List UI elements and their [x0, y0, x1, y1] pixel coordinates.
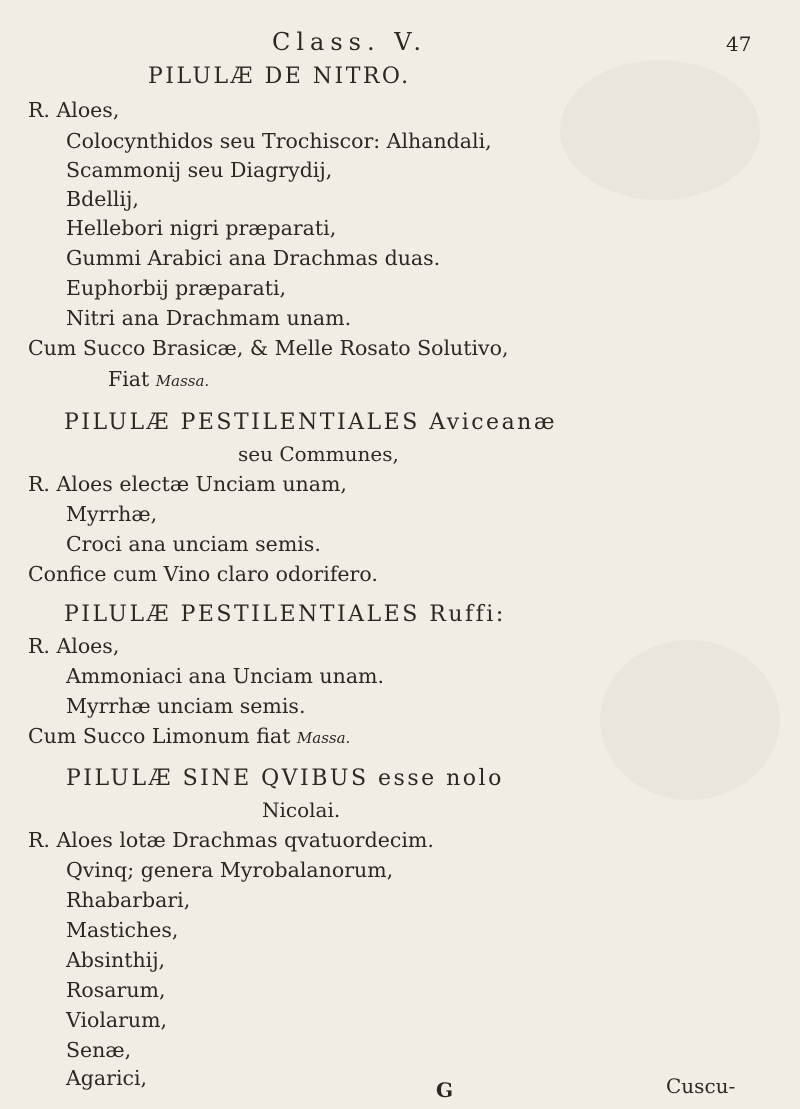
recipe-line: R. Aloes lotæ Drachmas qvatuordecim.: [28, 828, 434, 852]
recipe-line: Confice cum Vino claro odorifero.: [28, 562, 378, 586]
section-title-pestilentiales-aviceanae: PILULÆ PESTILENTIALES Aviceanæ: [64, 410, 558, 435]
recipe-line: Mastiches,: [66, 918, 179, 942]
recipe-line: Nitri ana Drachmam unam.: [66, 306, 352, 330]
recipe-line: Qvinq; genera Myrobalanorum,: [66, 858, 394, 882]
recipe-line: Myrrhæ,: [66, 502, 158, 526]
recipe-line: Myrrhæ unciam semis.: [66, 694, 306, 718]
recipe-line: Croci ana unciam semis.: [66, 532, 321, 556]
recipe-line: Cum Succo Limonum fiat: [28, 724, 291, 748]
recipe-line: Gummi Arabici ana Drachmas duas.: [66, 246, 441, 270]
massa-word: Massa.: [155, 372, 210, 390]
recipe-line: Bdellij,: [66, 187, 139, 211]
recipe-line: Hellebori nigri præparati,: [66, 216, 337, 240]
fiat-line: [108, 369, 209, 390]
catchword: Cuscu-: [666, 1074, 736, 1098]
recipe-line: Senæ,: [66, 1038, 132, 1062]
signature-mark: G: [436, 1078, 454, 1102]
paper-stain: [560, 60, 760, 200]
recipe-line: Colocynthidos seu Trochiscor: Alhandali,: [66, 129, 492, 153]
recipe-line: R. Aloes,: [28, 634, 120, 658]
recipe-line: Euphorbij præparati,: [66, 276, 287, 300]
massa-word: Massa.: [296, 729, 351, 747]
recipe-line: Scammonij seu Diagrydij,: [66, 158, 333, 182]
recipe-line: Ammoniaci ana Unciam unam.: [66, 664, 385, 688]
running-head: Class. V.: [272, 28, 428, 56]
section-subtitle: Nicolai.: [262, 798, 341, 822]
fiat-line: [28, 726, 350, 747]
page-number: 47: [726, 32, 752, 56]
section-subtitle: seu Communes,: [238, 442, 399, 466]
section-title-pestilentiales-ruffi: PILULÆ PESTILENTIALES Ruffi:: [64, 602, 506, 627]
section-title-nitro: PILULÆ DE NITRO.: [148, 64, 411, 89]
recipe-line: Rhabarbari,: [66, 888, 191, 912]
recipe-line: Cum Succo Brasicæ, & Melle Rosato Solutivo,: [28, 336, 509, 360]
section-title-sine-quibus: PILULÆ SINE QVIBUS esse nolo: [66, 766, 504, 791]
paper-stain: [600, 640, 780, 800]
recipe-line: R. Aloes,: [28, 98, 120, 122]
recipe-line: Agarici,: [66, 1066, 148, 1090]
fiat-word: Fiat: [108, 367, 150, 391]
recipe-line: Rosarum,: [66, 978, 166, 1002]
recipe-line: Absinthij,: [66, 948, 166, 972]
recipe-line: Violarum,: [66, 1008, 168, 1032]
recipe-line: R. Aloes electæ Unciam unam,: [28, 472, 347, 496]
